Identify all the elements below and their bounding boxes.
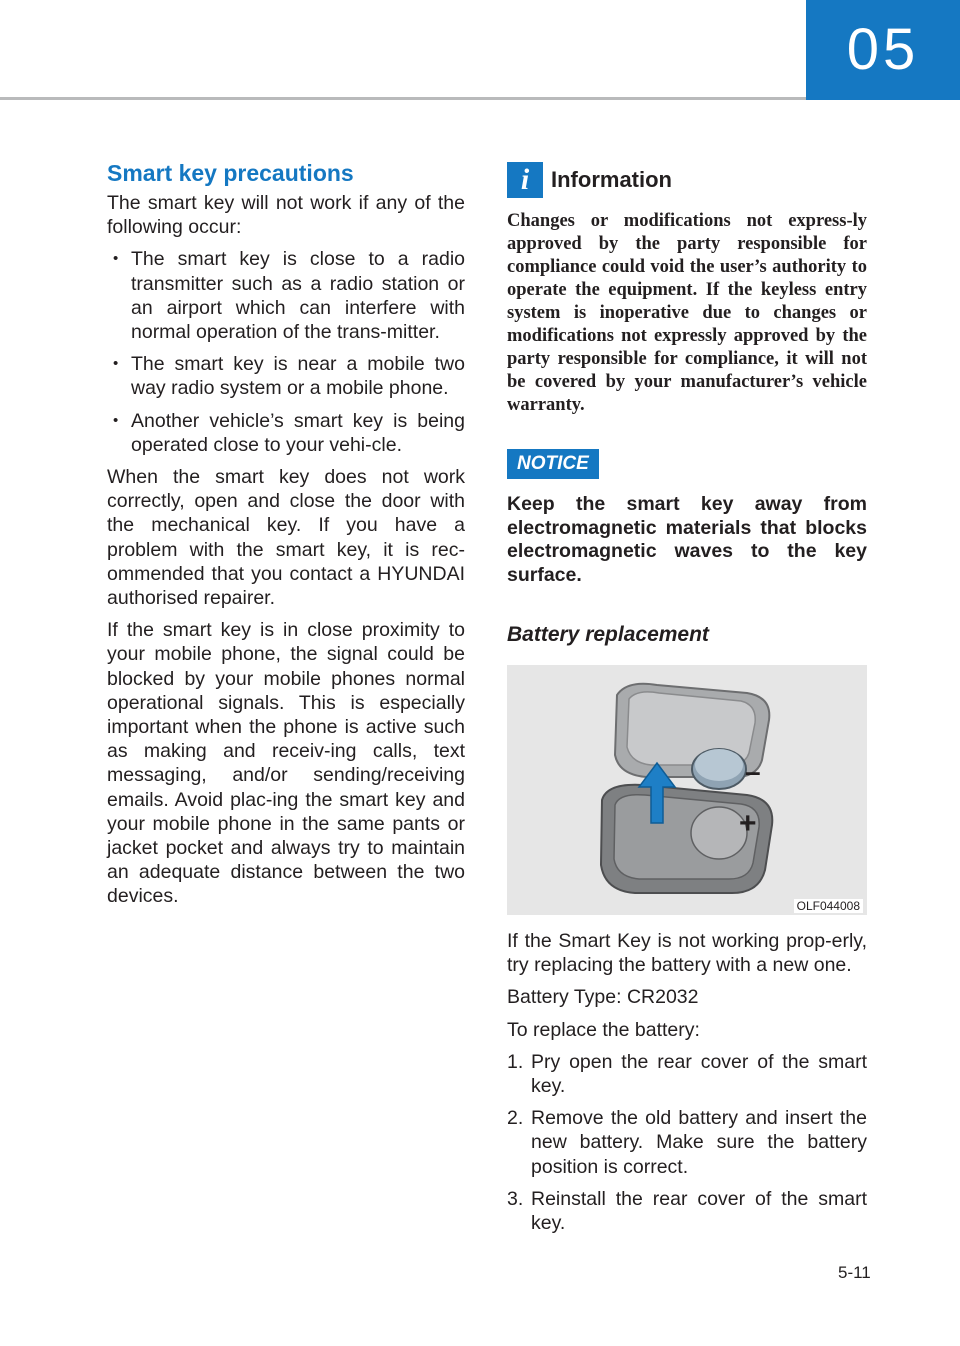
battery-type: Battery Type: CR2032: [507, 986, 699, 1009]
information-header: [507, 162, 867, 198]
list-item: • The smart key is close to a radio transmitter such as a radio station or an airport which can interfere with normal operation of the trans-mitter.: [107, 247, 465, 344]
figure-label: OLF044008: [794, 899, 863, 913]
intro-paragraph: The smart key will not work if any of the following occur:: [107, 192, 465, 239]
plus-sign: +: [739, 807, 757, 840]
list-item: • The smart key is near a mobile two way radio system or a mobile phone.: [107, 352, 465, 400]
minus-sign: –: [745, 756, 761, 787]
list-item: 1. Pry open the rear cover of the smart key.: [507, 1050, 867, 1098]
information-title: Information: [551, 167, 672, 192]
mobile-phone-paragraph: If the smart key is in close proximity to your mobile phone, the signal could be blocked by your mobile phones normal operational signals. This is especially important when the phone is active such as making and receiv-ing calls, text messaging, and/or sending/receiving emails. Avoid plac-ing the smart key and your mobile phone in the same pants or jacket pocket and always try to maintain an adequate distance between the two devices.: [107, 619, 465, 908]
information-text: Changes or modifications not express-ly approved by the party responsible for compliance could void the user’s authority to operate the equipment. If the keyless entry system is inoperative due to changes or modifications not expressly approved by the party responsible for compliance, it will not be covered by your manufacturer’s vehicle warranty.: [507, 211, 867, 415]
smart-key-battery-illustration: [507, 665, 867, 915]
list-item: 2. Remove the old battery and insert the new battery. Make sure the battery position is correct.: [507, 1107, 867, 1178]
left-column: [107, 156, 465, 917]
section-title-smart-key-precautions: Smart key precautions: [107, 160, 354, 186]
replacement-steps: [507, 1050, 867, 1235]
precaution-list: [107, 247, 465, 457]
right-column: [507, 156, 867, 1243]
page-number: 5-11: [838, 1263, 871, 1282]
battery-figure: [507, 665, 867, 915]
header-rule: [0, 97, 806, 100]
list-item: 3. Reinstall the rear cover of the smart key.: [507, 1187, 867, 1235]
replace-intro: To replace the battery:: [507, 1018, 700, 1041]
mechanical-key-paragraph: When the smart key does not work correctly, open and close the door with the mechanical key. If you have a problem with the smart key, it is rec-ommended that you contact a HYUNDAI authorised repairer.: [107, 466, 465, 610]
notice-text: Keep the smart key away from electromagnetic materials that blocks electromagnetic waves to the key surface.: [507, 493, 867, 586]
battery-replacement-title: Battery replacement: [507, 623, 709, 646]
battery-intro-paragraph: If the Smart Key is not working prop-erly, try replacing the battery with a new one.: [507, 930, 867, 977]
chapter-tab: 05: [806, 0, 960, 100]
list-item: • Another vehicle’s smart key is being operated close to your vehi-cle.: [107, 409, 465, 457]
notice-badge: NOTICE: [507, 449, 599, 479]
info-icon: i: [507, 162, 543, 198]
